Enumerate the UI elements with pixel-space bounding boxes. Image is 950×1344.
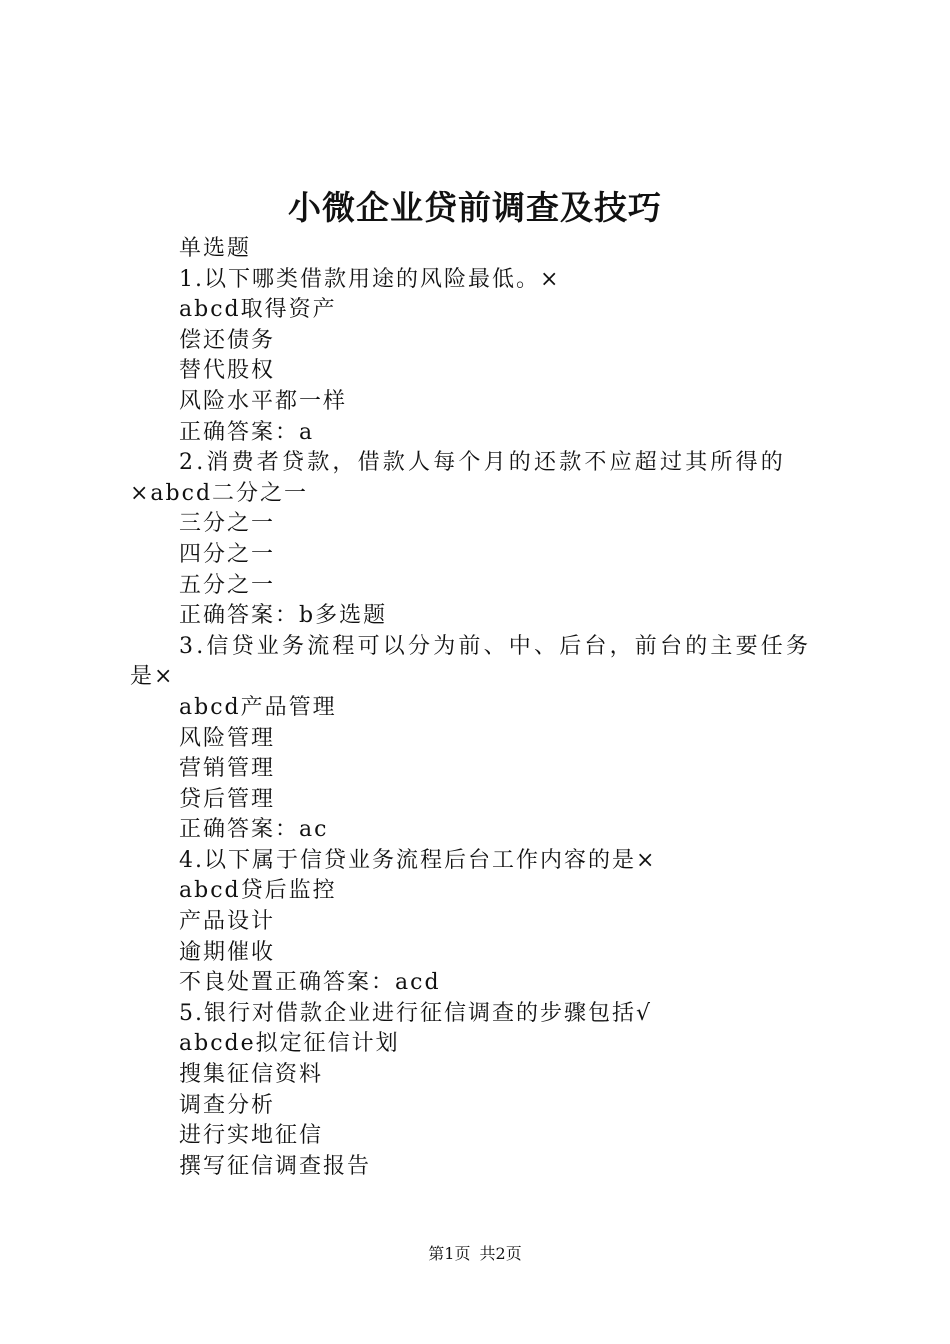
document-body: [130, 234, 835, 1182]
page-footer: [0, 1242, 950, 1266]
section-heading-single-choice: 单选题: [179, 236, 252, 261]
question-5-option: abcde拟定征信计划: [179, 1031, 400, 1057]
question-5-option: 撰写征信调查报告: [179, 1153, 372, 1179]
question-5-option: 调查分析: [179, 1092, 276, 1118]
question-2-answer: 正确答案：b多选题: [179, 603, 388, 629]
question-5: 5.银行对借款企业进行征信调查的步骤包括√: [179, 1000, 653, 1026]
page-total: 共2页: [479, 1244, 522, 1263]
question-3-option: abcd产品管理: [179, 694, 337, 720]
question-1: 1.以下哪类借款用途的风险最低。×: [179, 266, 561, 292]
question-3-option: 风险管理: [179, 725, 276, 751]
question-4-answer: 不良处置正确答案：acd: [179, 970, 441, 996]
question-2-option: 三分之一: [179, 511, 276, 537]
question-1-option: abcd取得资产: [179, 297, 337, 323]
question-4-option: 逾期催收: [179, 939, 276, 965]
question-1-option: 替代股权: [179, 358, 276, 384]
question-2-option: 四分之一: [179, 541, 276, 567]
question-3-continuation: 是×: [130, 664, 175, 690]
document-title: 小微企业贷前调查及技巧: [288, 188, 662, 227]
question-1-option: 风险水平都一样: [179, 388, 348, 414]
question-3-option: 贷后管理: [179, 786, 276, 812]
question-1-option: 偿还债务: [179, 327, 276, 353]
question-3-option: 营销管理: [179, 756, 276, 782]
question-3-answer: 正确答案：ac: [179, 817, 329, 843]
question-4-option: 产品设计: [179, 909, 276, 935]
question-4-option: abcd贷后监控: [179, 878, 337, 904]
question-3: 3.信贷业务流程可以分为前、中、后台，前台的主要任务: [179, 633, 812, 659]
question-1-answer: 正确答案：a: [179, 419, 315, 445]
page-number: 第1页: [428, 1244, 471, 1263]
question-2-continuation: ×abcd二分之一: [130, 480, 309, 506]
question-5-option: 进行实地征信: [179, 1123, 324, 1149]
question-2-option: 五分之一: [179, 572, 276, 598]
question-4: 4.以下属于信贷业务流程后台工作内容的是×: [179, 847, 657, 873]
question-2: 2.消费者贷款，借款人每个月的还款不应超过其所得的: [179, 450, 786, 476]
question-5-option: 搜集征信资料: [179, 1062, 324, 1088]
